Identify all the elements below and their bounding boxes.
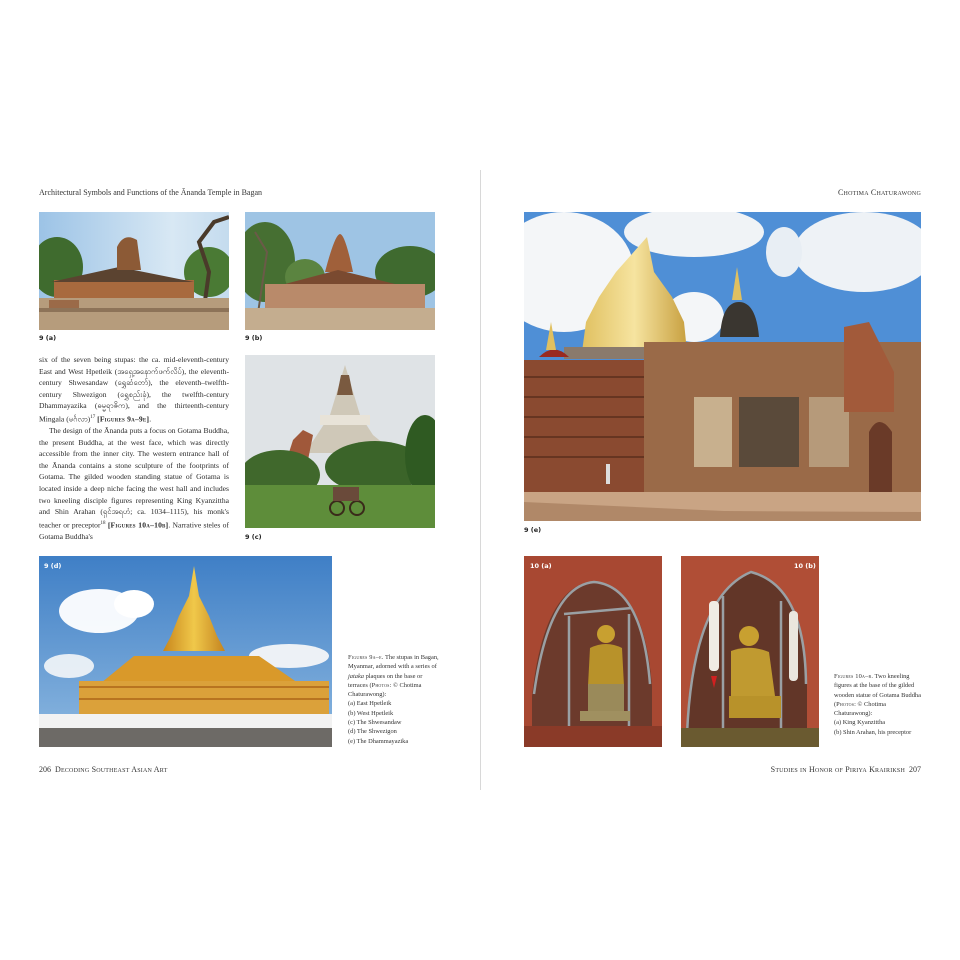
paragraph-1: six of the seven being stupas: the ca. mid-eleventh-century East and West Hpetleik (အရှေ့အနောက်ဖက်လိပ်), the eleventh-century Shwesandaw (ရွှေဆံတော်), the eleventh–twelfth-century Shwezigon (ရွှေစည်းခုံ), the twelfth-century Dhammayazika (ဓမ္မရာဇိက), and the thirteenth-century Mingala (မင်္ဂလာ)$^{17}$ [Figures 9a–9e]. bbox=[39, 355, 229, 424]
footnote-17[interactable]: 17 bbox=[90, 414, 96, 420]
caption-item: (a) King Kyanzittha bbox=[834, 719, 886, 727]
folio-left bbox=[39, 765, 167, 774]
running-head-left: Architectural Symbols and Functions of the Ānanda Temple in Bagan bbox=[39, 188, 263, 197]
running-head-right: Chotima Chaturawong bbox=[838, 188, 921, 197]
folio-right bbox=[771, 765, 921, 774]
right-page bbox=[480, 0, 960, 960]
caption-item: (b) Shin Arahan, his preceptor bbox=[834, 728, 912, 736]
caption-figures-10: Figures 10a–b. Two kneeling figures at the base of the gilded wooden statue of Gotama Buddha (Photos: © Chotima Chaturawong): (a) King Kyanzittha (b) Shin Arahan, his preceptor bbox=[834, 673, 921, 736]
photo-10b-shin-arahan bbox=[681, 556, 819, 747]
caption-head: Figures 9a–e. bbox=[348, 654, 384, 661]
book-subtitle: Studies in Honor of Piriya Krairiksh bbox=[770, 765, 905, 774]
caption-item: (c) The Shwesandaw bbox=[348, 719, 402, 727]
caption-head: Figures 10a–b. bbox=[834, 673, 874, 680]
body-text bbox=[39, 354, 229, 543]
caption-item: (d) The Shwezigon bbox=[348, 728, 397, 736]
photo-9a-east-hpetleik bbox=[39, 212, 229, 330]
photo-10a-king-kyanzittha bbox=[524, 556, 662, 747]
footnote-18[interactable]: 18 bbox=[100, 520, 106, 526]
figure-label-9c: 9 (c) bbox=[245, 533, 262, 541]
caption-figures-9: Figures 9a–e. The stupas in Bagan, Myanmar, adorned with a series of jataka plaques on the base or terraces (Photos: © Chotima Chaturawong): (a) East Hpetleik (b) West Hpetleik (c) The Shwesandaw (d) The Shwezigon (e) The Dhammayazika bbox=[348, 653, 443, 746]
photo-9d-shwezigon bbox=[39, 556, 332, 747]
figure-label-10a: 10 (a) bbox=[530, 562, 552, 570]
figure-ref-9a-9e[interactable]: [Figures 9a–9e] bbox=[97, 414, 150, 424]
figure-label-9e: 9 (e) bbox=[524, 526, 542, 534]
caption-item: (e) The Dhammayazika bbox=[348, 737, 409, 745]
figure-label-10b: 10 (b) bbox=[794, 562, 816, 570]
photo-9c-shwesandaw bbox=[245, 355, 435, 528]
book-title: Decoding Southeast Asian Art bbox=[55, 765, 168, 774]
figure-ref-10a-10b[interactable]: [Figures 10a–10b] bbox=[107, 520, 169, 530]
caption-item: (a) East Hpetleik bbox=[348, 700, 392, 708]
photo-9e-dhammayazika bbox=[524, 212, 921, 521]
photo-9b-west-hpetleik bbox=[245, 212, 435, 330]
figure-label-9d: 9 (d) bbox=[44, 562, 62, 570]
figure-label-9a: 9 (a) bbox=[39, 334, 57, 342]
figure-label-9b: 9 (b) bbox=[245, 334, 263, 342]
page-number: 206 bbox=[39, 765, 51, 774]
caption-item: (b) West Hpetleik bbox=[348, 709, 394, 717]
paragraph-2: The design of the Ānanda puts a focus on Gotama Buddha, the present Buddha, at the west face, which was directly accessible from the inner city. The western entrance hall of the Ānanda contains a stone sculpture of the footprints of Gotama. The gilded wooden standing statue of Gotama is located inside a deep niche facing the west hall and includes two kneeling disciple figures representing King Kyanzittha and Shin Arahan (ရှင်အရဟံ; ca. 1034–1115), his monk's teacher or preceptor$^{18}$ [Figures 10a–10b]. Narrative steles of Gotama Buddha's bbox=[39, 426, 229, 541]
page-number: 207 bbox=[909, 765, 921, 774]
